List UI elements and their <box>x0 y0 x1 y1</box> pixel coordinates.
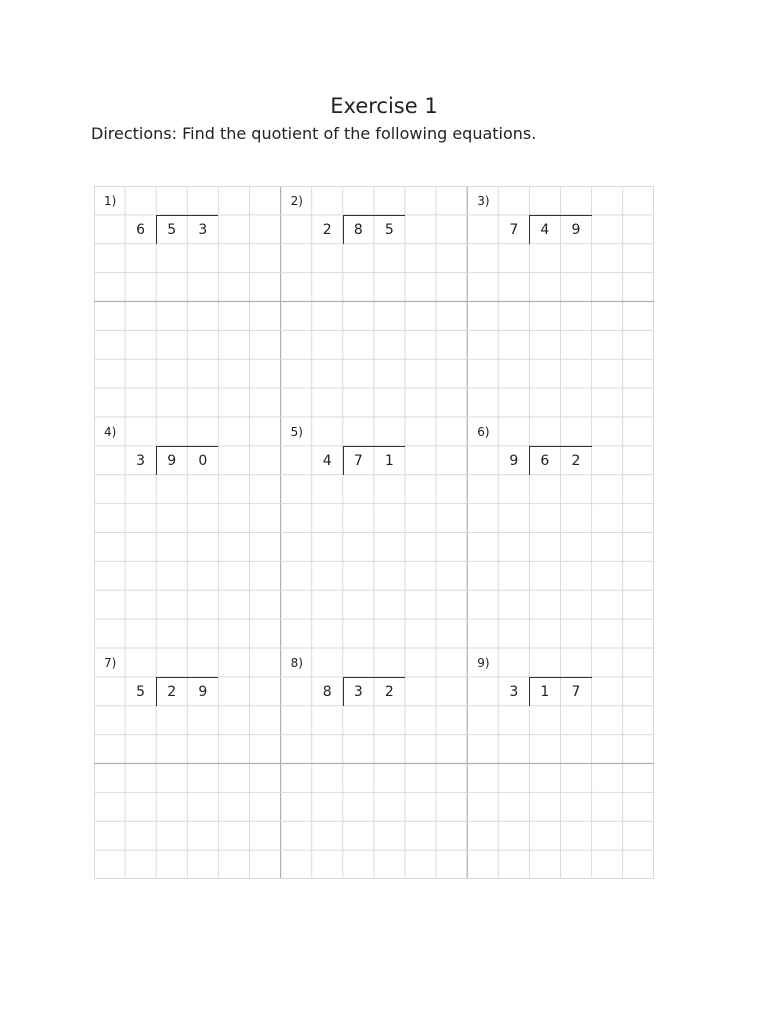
dividend-digit: 3 <box>353 683 363 700</box>
divisor-digit: 2 <box>322 221 332 238</box>
dividend-digit: 6 <box>540 452 550 469</box>
divisor-digit: 3 <box>136 452 146 469</box>
long-division-bracket <box>529 446 591 475</box>
dividend-digit: 9 <box>167 452 177 469</box>
divisor-digit: 4 <box>322 452 332 469</box>
problem-number: 2) <box>290 194 303 208</box>
graph-paper-grid <box>94 186 654 879</box>
problem-number: 9) <box>477 656 490 670</box>
dividend-digit: 7 <box>353 452 363 469</box>
problem-number: 4) <box>104 425 117 439</box>
long-division-bracket <box>529 677 591 706</box>
dividend-digit: 2 <box>571 452 581 469</box>
problem-number: 5) <box>290 425 303 439</box>
divisor-digit: 6 <box>136 221 146 238</box>
long-division-bracket <box>343 446 405 475</box>
dividend-digit: 9 <box>571 221 581 238</box>
dividend-digit: 8 <box>353 221 363 238</box>
page-title: Exercise 1 <box>330 94 438 118</box>
long-division-bracket <box>156 215 218 244</box>
dividend-digit: 3 <box>198 221 208 238</box>
divisor-digit: 5 <box>136 683 146 700</box>
division-worksheet-grid <box>94 186 654 879</box>
divisor-digit: 9 <box>509 452 519 469</box>
dividend-digit: 2 <box>167 683 177 700</box>
problem-number: 8) <box>290 656 303 670</box>
dividend-digit: 5 <box>167 221 177 238</box>
long-division-bracket <box>343 677 405 706</box>
dividend-digit: 4 <box>540 221 550 238</box>
dividend-digit: 5 <box>384 221 394 238</box>
dividend-digit: 7 <box>571 683 581 700</box>
long-division-bracket <box>156 677 218 706</box>
long-division-bracket <box>156 446 218 475</box>
divisor-digit: 8 <box>322 683 332 700</box>
long-division-bracket <box>529 215 591 244</box>
dividend-digit: 9 <box>198 683 208 700</box>
divisor-digit: 3 <box>509 683 519 700</box>
directions-text: Directions: Find the quotient of the following equations. <box>91 124 537 143</box>
dividend-digit: 1 <box>384 452 394 469</box>
problem-number: 6) <box>477 425 490 439</box>
dividend-digit: 2 <box>384 683 394 700</box>
problem-number: 7) <box>104 656 117 670</box>
problem-number: 3) <box>477 194 490 208</box>
dividend-digit: 1 <box>540 683 550 700</box>
dividend-digit: 0 <box>198 452 208 469</box>
divisor-digit: 7 <box>509 221 519 238</box>
problem-number: 1) <box>104 194 117 208</box>
long-division-bracket <box>343 215 405 244</box>
